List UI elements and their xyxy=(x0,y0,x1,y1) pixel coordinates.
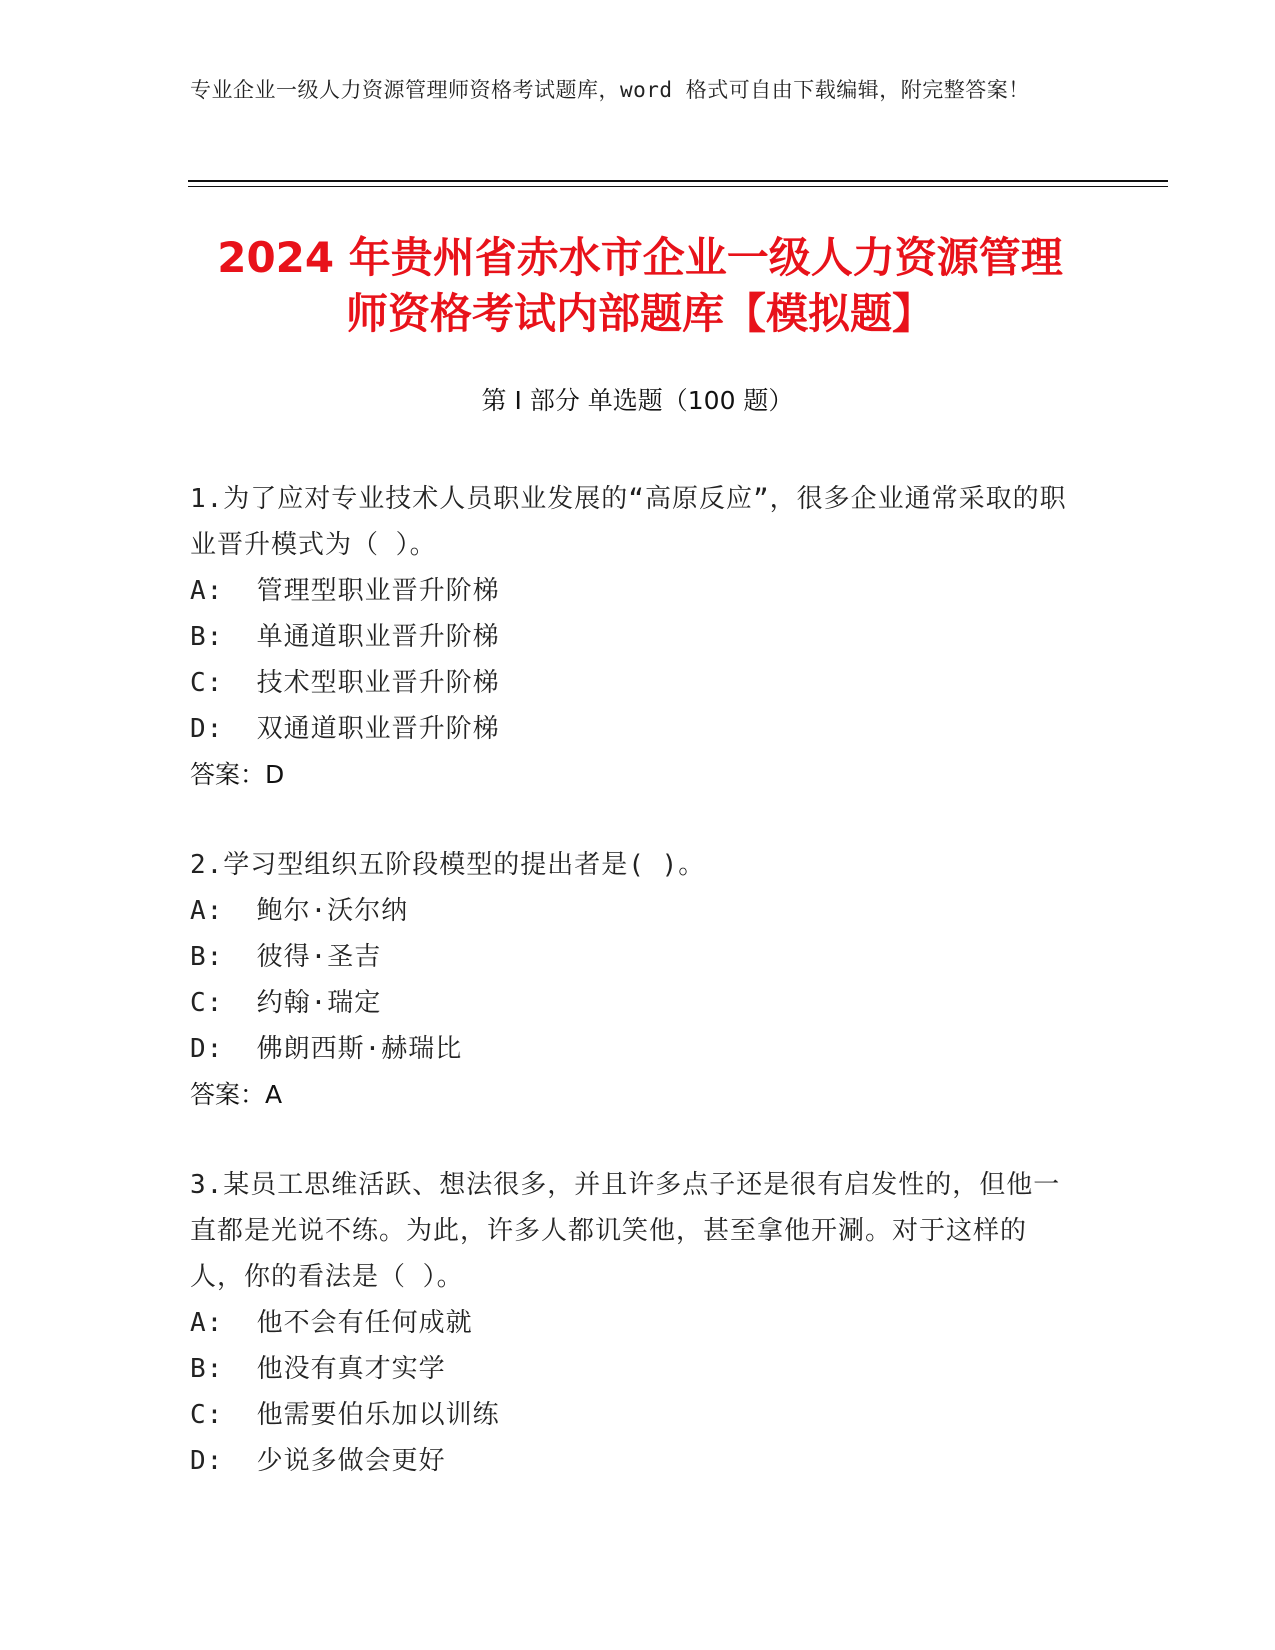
option-a: A: 鲍尔·沃尔纳 xyxy=(190,896,409,926)
question-list xyxy=(190,476,1070,1528)
document-title-line-1: 2024 年贵州省赤水市企业一级人力资源管理 xyxy=(217,233,1063,282)
document-title xyxy=(160,230,1120,342)
header-note: 专业企业一级人力资源管理师资格考试题库，word 格式可自由下载编辑，附完整答案！ xyxy=(190,78,1030,102)
option-d: D: 双通道职业晋升阶梯 xyxy=(190,714,500,744)
option-c: C: 约翰·瑞定 xyxy=(190,988,382,1018)
option-a: A: 管理型职业晋升阶梯 xyxy=(190,576,500,606)
header-divider-thin xyxy=(188,186,1168,187)
question-1 xyxy=(190,476,1070,798)
answer-line: 答案：D xyxy=(190,760,285,789)
answer-line: 答案：A xyxy=(190,1080,283,1109)
question-stem: 1.为了应对专业技术人员职业发展的“高原反应”，很多企业通常采取的职业晋升模式为（ ）。 xyxy=(190,484,1067,560)
document-title-line-2: 师资格考试内部题库【模拟题】 xyxy=(345,289,934,338)
question-stem: 2.学习型组织五阶段模型的提出者是( )。 xyxy=(190,850,706,880)
option-b: B: 他没有真才实学 xyxy=(190,1354,446,1384)
question-2 xyxy=(190,842,1070,1118)
section-heading: 第 I 部分 单选题（100 题） xyxy=(481,386,794,415)
option-b: B: 彼得·圣吉 xyxy=(190,942,382,972)
option-d: D: 佛朗西斯·赫瑞比 xyxy=(190,1034,463,1064)
question-3 xyxy=(190,1162,1070,1484)
option-c: C: 他需要伯乐加以训练 xyxy=(190,1400,500,1430)
question-stem: 3.某员工思维活跃、想法很多，并且许多点子还是很有启发性的，但他一直都是光说不练。为此，许多人都讥笑他，甚至拿他开涮。对于这样的人，你的看法是（ ）。 xyxy=(190,1170,1061,1292)
option-d: D: 少说多做会更好 xyxy=(190,1446,446,1476)
header-divider-thick xyxy=(188,180,1168,182)
option-a: A: 他不会有任何成就 xyxy=(190,1308,473,1338)
option-c: C: 技术型职业晋升阶梯 xyxy=(190,668,500,698)
option-b: B: 单通道职业晋升阶梯 xyxy=(190,622,500,652)
